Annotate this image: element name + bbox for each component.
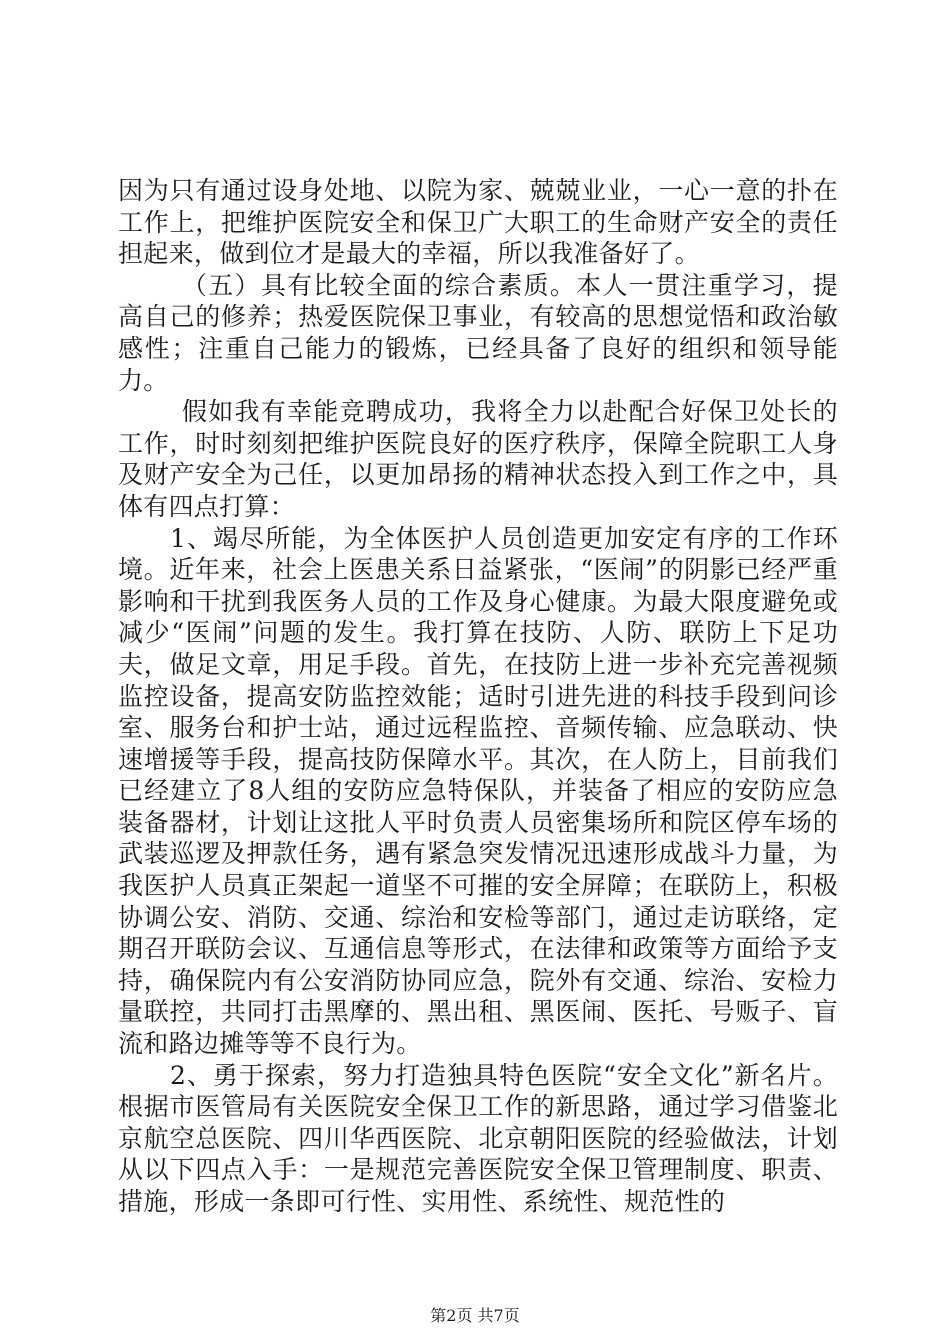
- paragraph-1: 因为只有通过设身处地、以院为家、兢兢业业，一心一意的扑在工作上，把维护医院安全和保卫广大职工的生命财产安全的责任担起来，做到位才是最大的幸福，所以我准备好了。: [118, 176, 838, 269]
- document-body: [118, 175, 838, 1218]
- paragraph-4: 1、竭尽所能，为全体医护人员创造更加安定有序的工作环境。近年来，社会上医患关系日益紧张，“医闹”的阴影已经严重影响和干扰到我医务人员的工作及身心健康。为最大限度避免或减少“医闹”问题的发生。我打算在技防、人防、联防上下足功夫，做足文章，用足手段。首先，在技防上进一步补充完善视频监控设备，提高安防监控效能；适时引进先进的科技手段到问诊室、服务台和护士站，通过远程监控、音频传输、应急联动、快速增援等手段，提高技防保障水平。其次，在人防上，目前我们已经建立了8人组的安防应急特保队，并装备了相应的安防应急装备器材，计划让这批人平时负责人员密集场所和院区停车场的武装巡逻及押款任务，遇有紧急突发情况迅速形成战斗力量，为我医护人员真正架起一道坚不可摧的安全屏障；在联防上，积极协调公安、消防、交通、综治和安检等部门，通过走访联络，定期召开联防会议、互通信息等形式，在法律和政策等方面给予支持，确保院内有公安消防协同应急，院外有交通、综治、安检力量联控，共同打击黑摩的、黑出租、黑医闹、医托、号贩子、盲流和路边摊等等不良行为。: [118, 523, 838, 1059]
- paragraph-2: （五）具有比较全面的综合素质。本人一贯注重学习，提高自己的修养；热爱医院保卫事业，有较高的思想觉悟和政治敏感性；注重自己能力的锻炼，已经具备了良好的组织和领导能力。: [118, 270, 838, 395]
- page-number-footer: 第2页 共7页: [430, 1306, 520, 1325]
- paragraph-5: 2、勇于探索，努力打造独具特色医院“安全文化”新名片。根据市医管局有关医院安全保卫工作的新思路，通过学习借鉴北京航空总医院、四川华西医院、北京朝阳医院的经验做法，计划从以下四点入手：一是规范完善医院安全保卫管理制度、职责、措施，形成一条即可行性、实用性、系统性、规范性的: [118, 1060, 838, 1216]
- paragraph-3: 假如我有幸能竞聘成功，我将全力以赴配合好保卫处长的工作，时时刻刻把维护医院良好的医疗秩序，保障全院职工人身及财产安全为己任，以更加昂扬的精神状态投入到工作之中，具体有四点打算：: [118, 397, 838, 521]
